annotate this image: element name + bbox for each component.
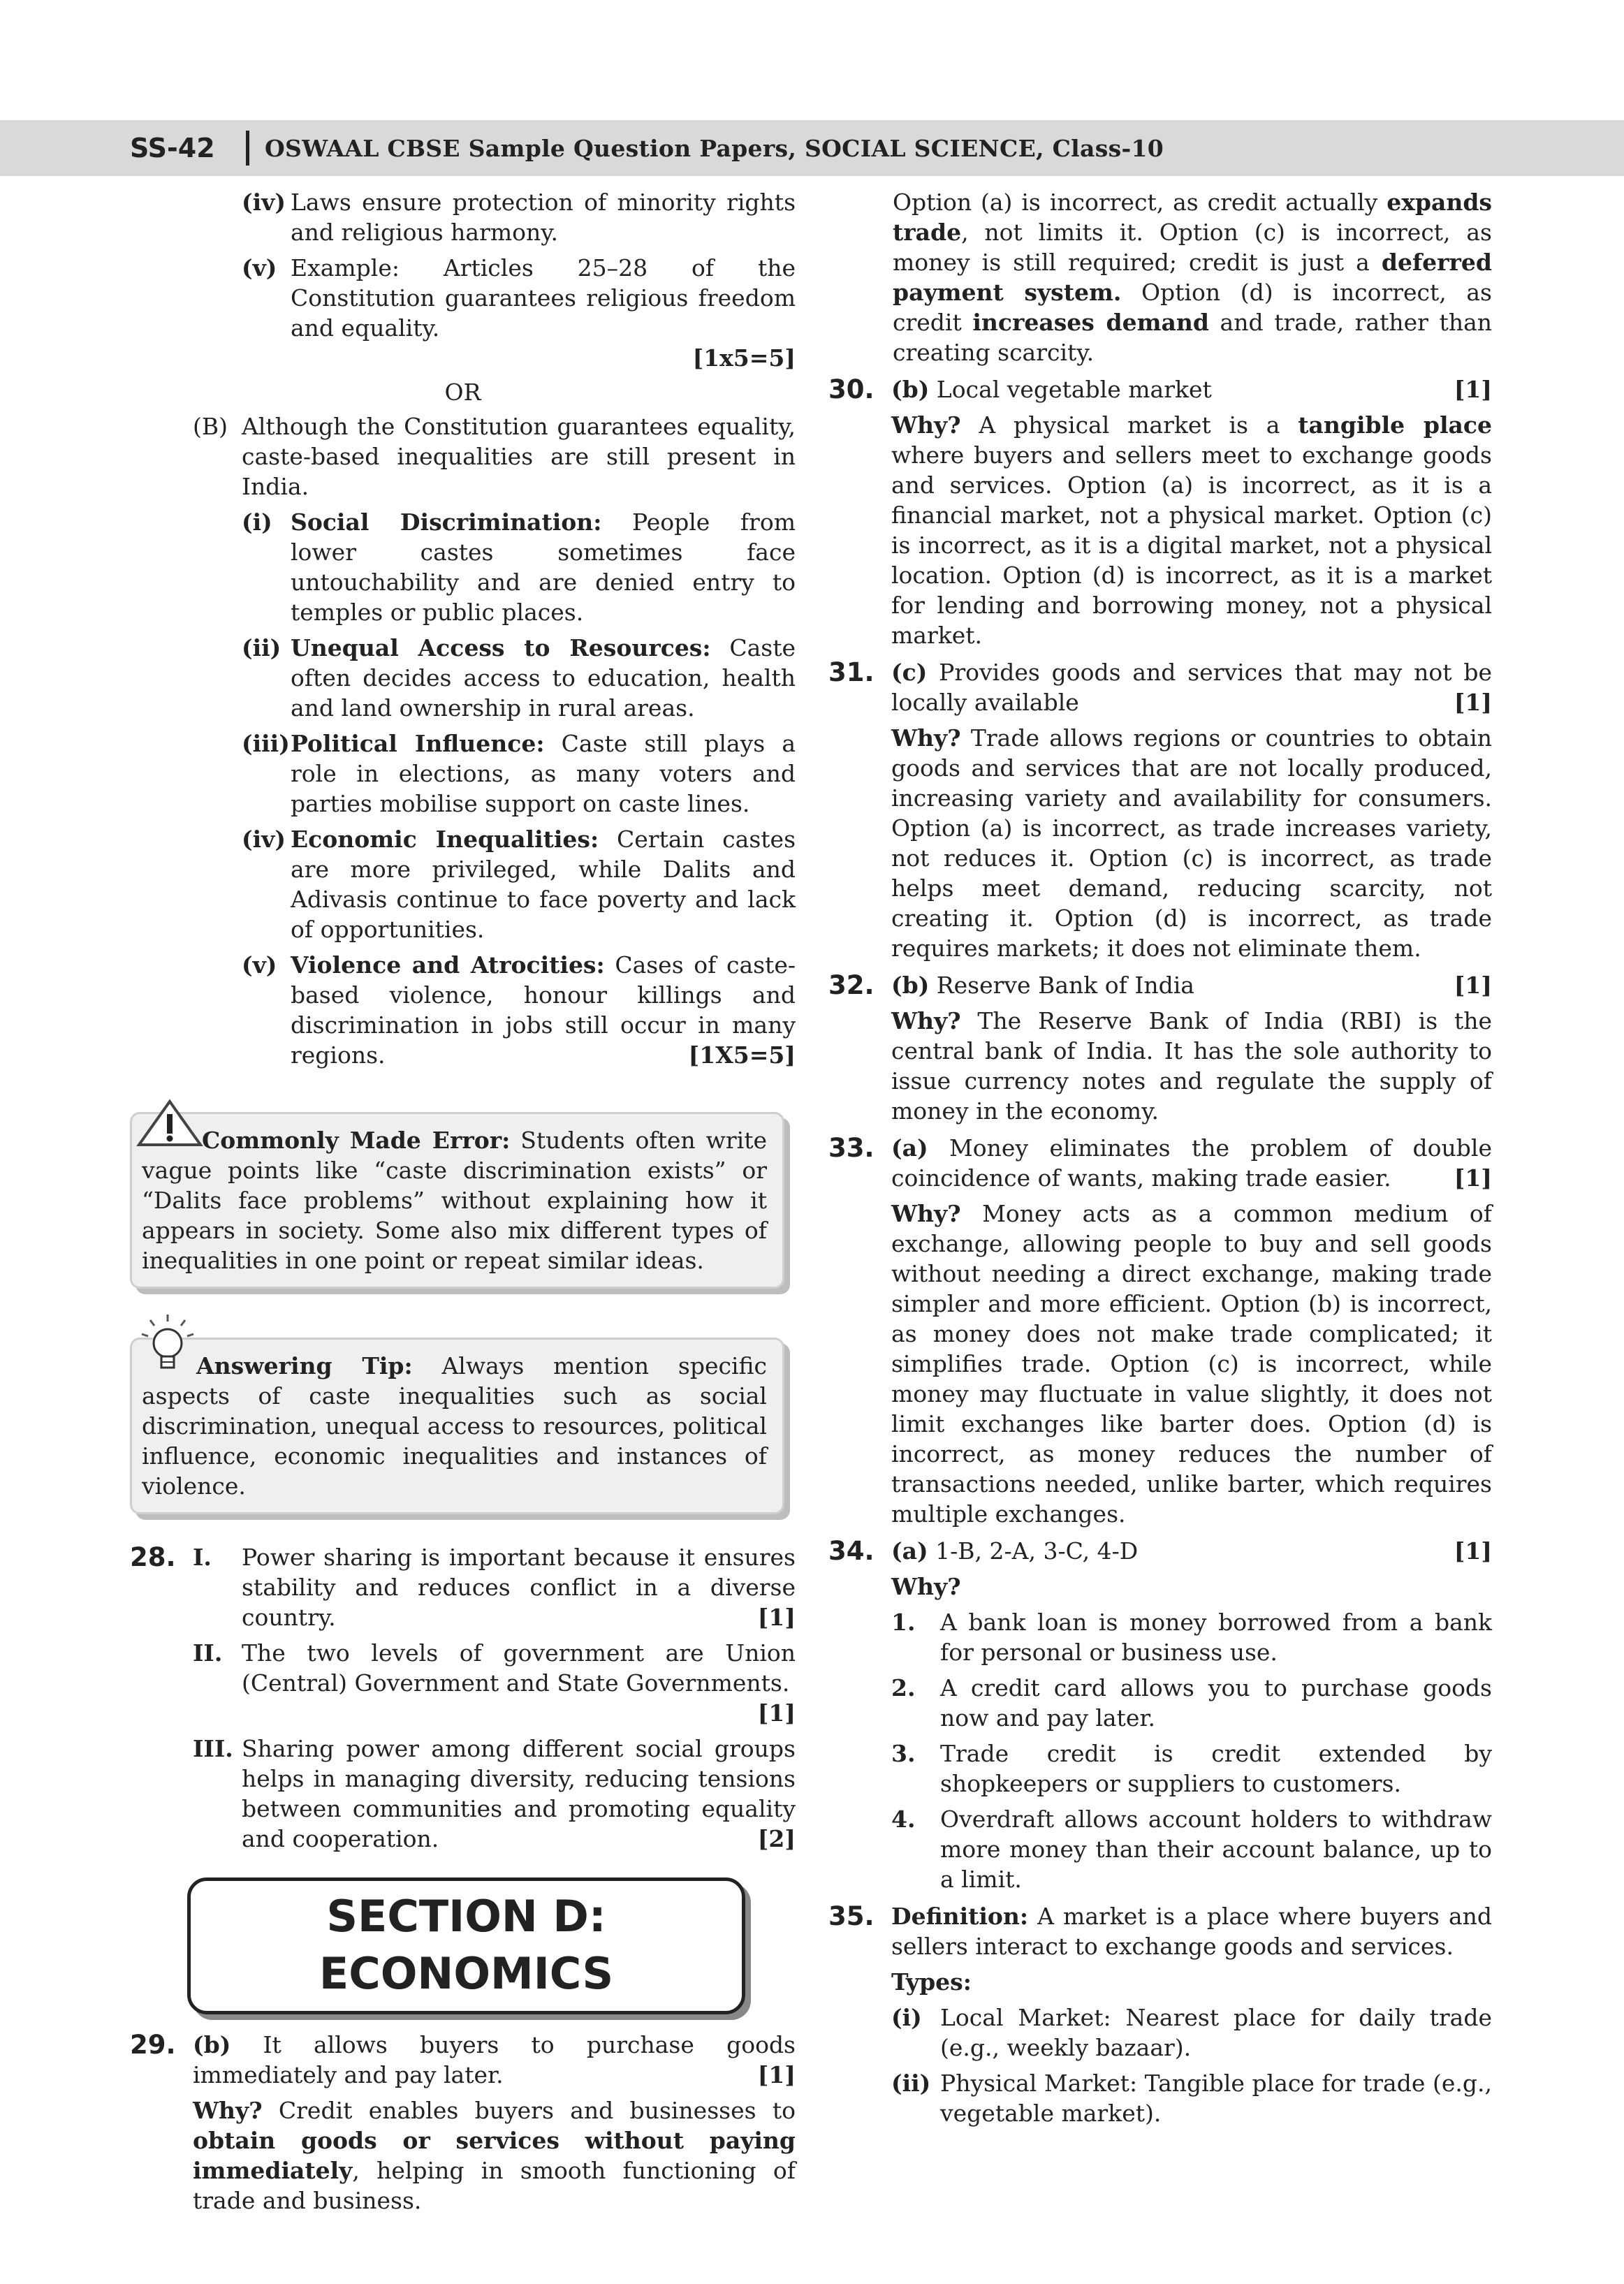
text-run: 32. — [828, 970, 875, 1000]
question-32 — [828, 970, 1492, 1126]
text-run: Answering Tip: — [196, 1352, 413, 1379]
list-item — [242, 507, 796, 627]
text-run: (B) — [193, 413, 228, 440]
text-run: A market is a place where buyers and sellers interact to exchange goods and services. — [891, 1903, 1492, 1960]
text-run: Trade allows regions or countries to obtain goods and services that are not locally produced, increasing variety and availability for consumers. Option (a) is incorrect, as trade increases variety, not reduces it. Option (c) is incorrect, as trade helps meet demand, reducing scarcity, not creating it. Option (d) is incorrect, as trade requires markets; it does not eliminate them. — [891, 724, 1492, 962]
text-run: (ii) — [242, 634, 281, 661]
text-run: ECONOMICS — [319, 1948, 614, 1999]
text-run: II. — [193, 1639, 223, 1667]
header-divider — [246, 131, 249, 166]
text-run: The Reserve Bank of India (RBI) is the central bank of India. It has the sole authority to issue currency notes and regulate the supply of money in the economy. — [891, 1007, 1492, 1125]
text-run: Example: Articles 25–28 of the Constitution guarantees religious freedom and equality. — [291, 254, 796, 342]
text-run: (v) — [242, 951, 277, 979]
text-run: increases demand — [972, 309, 1209, 336]
text-run: Physical Market: Tangible place for trade (e.g., vegetable market). — [940, 2070, 1492, 2127]
text-run: tangible place — [1298, 411, 1493, 439]
text-run: Why? — [891, 724, 961, 752]
question-30 — [828, 374, 1492, 650]
text-run: Violence and Atrocities: — [291, 951, 605, 979]
text-run: (a) — [891, 1134, 928, 1162]
page-number: SS-42 — [130, 133, 215, 163]
text-run: [1] — [1454, 972, 1492, 999]
or-label: OR — [444, 379, 481, 406]
text-run: Sharing power among different social groups helps in managing diversity, reducing tensions between communities and promoting equality and cooperation. — [242, 1735, 796, 1852]
text-run: Always mention specific aspects of caste inequalities such as social discrimination, unequal access to resources, political influence, economic inequalities and instances of violence. — [142, 1352, 768, 1500]
text-run: Caste often decides access to education, health and land ownership in rural areas. — [291, 634, 796, 722]
question-34 — [828, 1536, 1492, 1894]
text-run: Provides goods and services that may not be locally available — [891, 659, 1492, 716]
list-item — [242, 729, 796, 819]
text-run: Although the Constitution guarantees equality, caste-based inequalities are still present in India. — [242, 413, 796, 500]
text-run: (i) — [891, 2004, 922, 2031]
text-run: obtain goods or services without paying immediately — [193, 2127, 796, 2184]
text-run: Why? — [891, 1200, 961, 1227]
section-heading — [187, 1877, 745, 2014]
text-run: (iv) — [242, 826, 286, 853]
text-run: [1] — [757, 1604, 796, 1631]
text-run: (c) — [891, 659, 928, 686]
text-run: (i) — [242, 508, 272, 536]
list-item — [242, 187, 796, 247]
text-run: Power sharing is important because it ensures stability and reduces conflict in a diverse country. — [242, 1544, 796, 1631]
text-run: [1] — [757, 2061, 796, 2088]
text-run: Certain castes are more privileged, while Dalits and Adivasis continue to face poverty and lack of opportunities. — [291, 826, 796, 943]
text-run: Students often write vague points like “caste discrimination exists” or “Dalits face problems” without explaining how it appears in society. Some also mix different types of inequalities in one point or repeat similar ideas. — [142, 1127, 767, 1274]
text-run: (ii) — [891, 2070, 931, 2097]
list-item — [242, 824, 796, 944]
text-run: III. — [193, 1735, 233, 1762]
book-title: OSWAAL CBSE Sample Question Papers, SOCIAL SCIENCE, Class-10 — [265, 134, 1164, 162]
list-item — [193, 1638, 796, 1728]
text-run: [1] — [1454, 689, 1492, 716]
text-run: (b) — [891, 972, 930, 999]
text-run: The two levels of government are Union (Central) Government and State Governments. — [242, 1639, 796, 1697]
text-run: [1] — [757, 1699, 796, 1727]
list-item — [891, 2003, 1492, 2063]
text-run: People from lower castes sometimes face untouchability and are denied entry to temples or public places. — [291, 508, 796, 626]
list-item — [891, 1607, 1492, 1667]
text-run: Why? — [891, 1007, 961, 1034]
text-run: Types: — [891, 1968, 972, 1996]
question-35 — [828, 1901, 1492, 2128]
text-run: 34. — [828, 1536, 875, 1566]
text-run: Option (d) is incorrect, as credit — [893, 279, 1492, 336]
text-run: Cases of caste-based violence, honour killings and discrimination in jobs still occur in many regions. — [291, 951, 796, 1069]
marks: [1x5=5] — [692, 344, 796, 372]
text-run: Overdraft allows account holders to withdraw more money than their account balance, up to a limit. — [940, 1806, 1492, 1893]
text-run: (iv) — [242, 189, 286, 216]
text-run: 28. — [130, 1542, 176, 1572]
text-run: 33. — [828, 1133, 875, 1163]
answering-tip-box — [130, 1338, 784, 1514]
text-run: I. — [193, 1544, 212, 1571]
list-item — [242, 253, 796, 343]
text-run: 2. — [891, 1674, 916, 1701]
text-run: 1-B, 2-A, 3-C, 4-D — [928, 1537, 1139, 1565]
text-run: Social Discrimination: — [291, 508, 602, 536]
question-28 — [130, 1542, 796, 1854]
text-run: Trade credit is credit extended by shopkeepers or suppliers to customers. — [940, 1740, 1492, 1797]
text-run: (iii) — [242, 730, 290, 757]
text-run: Laws ensure protection of minority rights and religious harmony. — [291, 189, 796, 246]
text-run: 29. — [130, 2030, 176, 2060]
text-run: It allows buyers to purchase goods immediately and pay later. — [193, 2031, 796, 2088]
question-33 — [828, 1133, 1492, 1529]
text-run: Local vegetable market — [929, 376, 1212, 403]
text-run: Political Influence: — [291, 730, 545, 757]
left-column — [130, 187, 796, 2216]
text-run: Definition: — [891, 1903, 1029, 1930]
text-run: Reserve Bank of India — [929, 972, 1194, 999]
text-run: , helping in smooth functioning of trade and business. — [193, 2157, 796, 2214]
text-run: and trade, rather than creating scarcity. — [893, 309, 1493, 366]
list-item — [891, 1804, 1492, 1894]
text-run: 31. — [828, 657, 875, 687]
text-run: Why? — [891, 1573, 961, 1600]
question-31 — [828, 657, 1492, 963]
warning-icon — [136, 1099, 203, 1148]
text-run: 30. — [828, 374, 875, 404]
text-run: Option (a) is incorrect, as credit actually — [893, 189, 1387, 216]
list-item — [242, 633, 796, 723]
text-run: [1] — [1454, 1537, 1492, 1565]
text-run: Unequal Access to Resources: — [291, 634, 711, 661]
text-run: Why? — [193, 2097, 263, 2124]
text-run: 3. — [891, 1740, 916, 1767]
text-run: (b) — [891, 376, 930, 403]
page-header — [0, 120, 1624, 176]
text-run: 35. — [828, 1901, 875, 1931]
text-run: A physical market is a — [960, 411, 1299, 439]
part-b — [193, 411, 796, 502]
text-run: SECTION D: — [326, 1891, 606, 1942]
list-item — [193, 1542, 796, 1632]
list-item — [891, 1673, 1492, 1733]
text-run: deferred payment system. — [893, 249, 1492, 306]
text-run: [2] — [757, 1825, 796, 1852]
text-run: (b) — [193, 2031, 231, 2058]
common-error-box — [130, 1112, 784, 1289]
text-run: (a) — [891, 1537, 928, 1565]
list-item — [891, 1738, 1492, 1799]
text-run: where buyers and sellers meet to exchange goods and services. Option (a) is incorrect, as it is a financial market, not a physical market. Option (c) is incorrect, as it is a digital market, not a physical location. Option (d) is incorrect, as it is a market for lending and borrowing money, not a physical market. — [891, 441, 1492, 649]
text-run: A bank loan is money borrowed from a bank for personal or business use. — [940, 1609, 1492, 1666]
text-run: Caste still plays a role in elections, as many voters and parties mobilise support on caste lines. — [291, 730, 796, 817]
text-run: Local Market: Nearest place for daily trade (e.g., weekly bazaar). — [940, 2004, 1492, 2061]
text-run: Why? — [891, 411, 961, 439]
text-run: expands trade — [893, 189, 1492, 246]
text-run: , not limits it. Option (c) is incorrect, as money is still required; credit is just a — [893, 219, 1492, 276]
list-item — [891, 2068, 1492, 2128]
text-run: Economic Inequalities: — [291, 826, 599, 853]
part-b-list — [242, 507, 796, 1070]
text-run: Money eliminates the problem of double coincidence of wants, making trade easier. — [891, 1134, 1492, 1192]
right-column — [828, 187, 1492, 2128]
text-run: [1] — [1454, 1164, 1492, 1192]
text-run: Commonly Made Error: — [202, 1127, 511, 1154]
text-run: (v) — [242, 254, 277, 281]
marks: [1X5=5] — [688, 1041, 796, 1069]
question-29 — [130, 2030, 796, 2216]
list-item — [193, 1734, 796, 1854]
q29-continued — [893, 187, 1492, 367]
text-run: A credit card allows you to purchase goods now and pay later. — [940, 1674, 1492, 1732]
text-run: 1. — [891, 1609, 916, 1636]
text-run: [1] — [1454, 376, 1492, 403]
text-run: Credit enables buyers and businesses to — [262, 2097, 796, 2124]
lightbulb-icon — [136, 1312, 199, 1375]
text-run: Money acts as a common medium of exchange, allowing people to buy and sell goods without needing a direct exchange, making trade simpler and more efficient. Option (b) is incorrect, as money does not make trade complicated; it simplifies trade. Option (c) is incorrect, while money may fluctuate in value slightly, it does not limit exchanges like barter does. Option (d) is incorrect, as money reduces the number of transactions needed, unlike barter, which requires multiple exchanges. — [891, 1200, 1492, 1528]
text-run: 4. — [891, 1806, 916, 1833]
